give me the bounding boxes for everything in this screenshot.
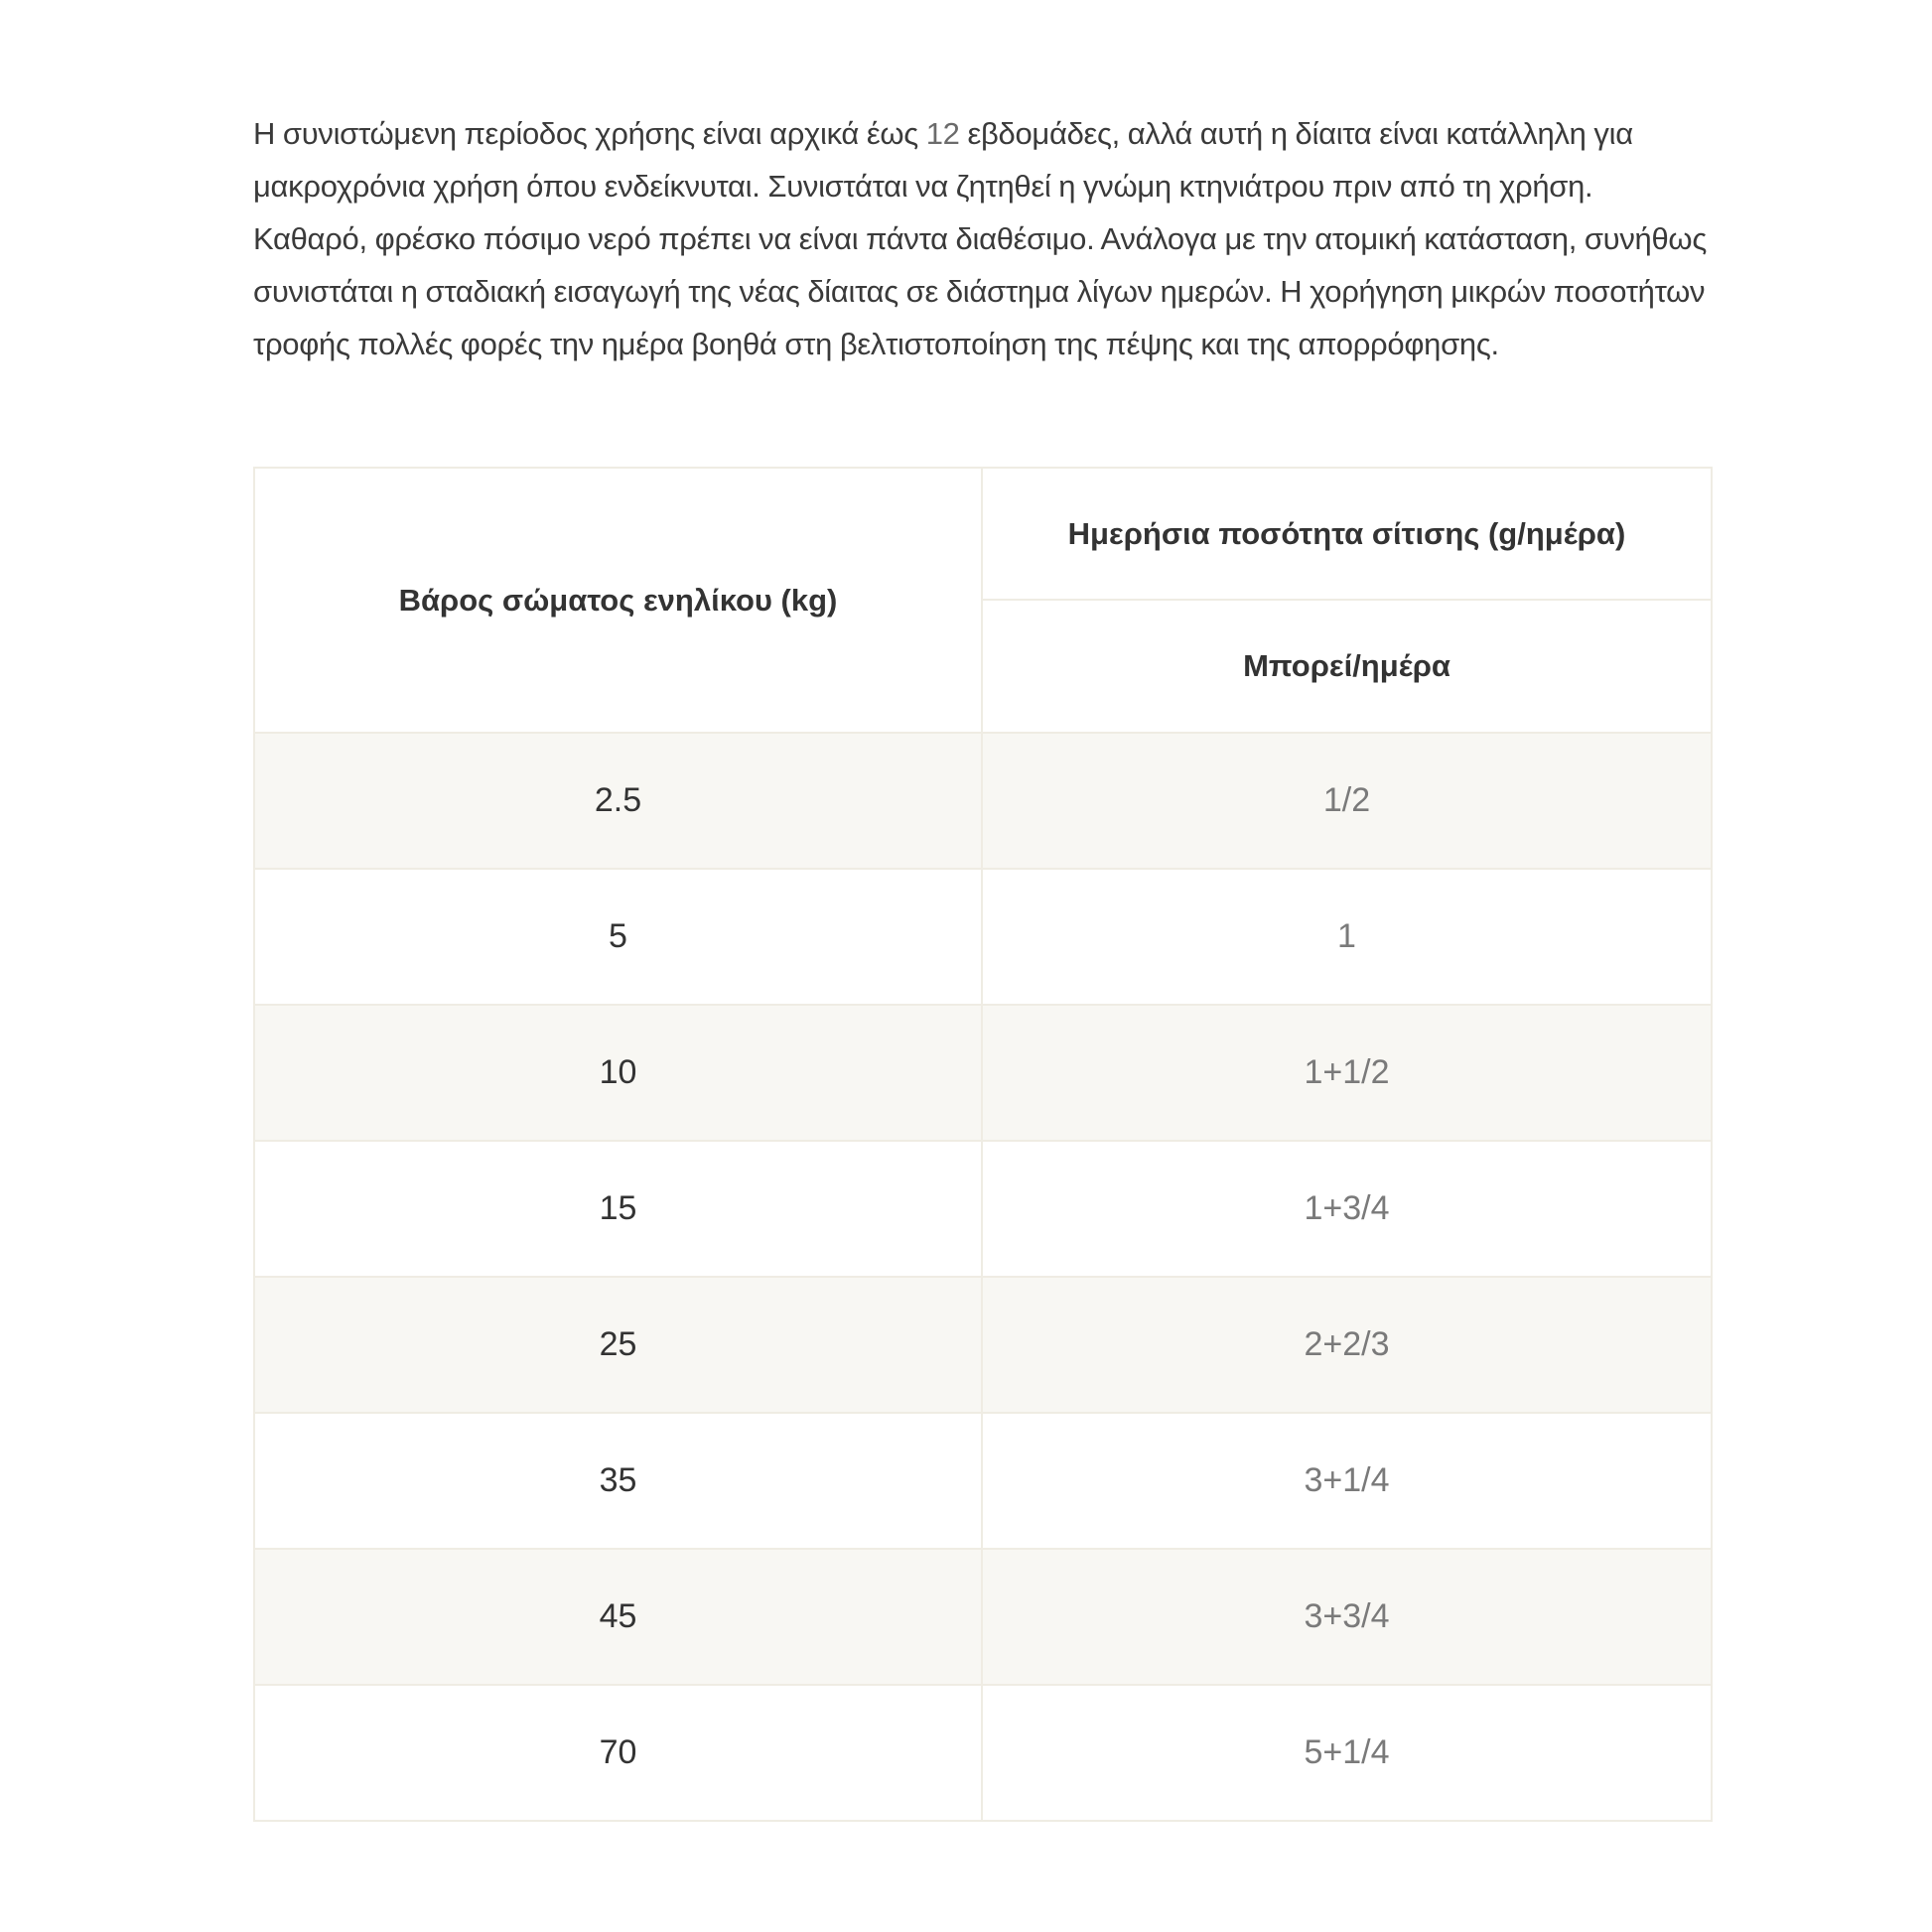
weight-cell: 10 (254, 1005, 982, 1141)
weight-cell: 5 (254, 869, 982, 1005)
table-row (254, 1685, 1712, 1821)
table-row (254, 869, 1712, 1005)
weight-cell: 2.5 (254, 733, 982, 869)
table-row (254, 1141, 1712, 1277)
amount-cell: 3+1/4 (982, 1413, 1712, 1549)
intro-text-rest: εβδομάδες, αλλά αυτή η δίαιτα είναι κατάλληλη για μακροχρόνια χρήση όπου ενδείκνυται. Συνιστάται να ζητηθεί η γνώμη κτηνιάτρου πριν από τη χρήση. Καθαρό, φρέσκο πόσιμο νερό πρέπει να είναι πάντα διαθέσιμο. Ανάλογα με την ατομική κατάσταση, συνήθως συνιστάται η σταδιακή εισαγωγή της νέας δίαιτας σε διάστημα λίγων ημερών. Η χορήγηση μικρών ποσοτήτων τροφής πολλές φορές την ημέρα βοηθά στη βελτιστοποίηση της πέψης και της απορρόφησης. (253, 116, 1707, 361)
weight-cell: 15 (254, 1141, 982, 1277)
feeding-table-body (254, 733, 1712, 1821)
weight-cell: 45 (254, 1549, 982, 1685)
weight-cell: 25 (254, 1277, 982, 1413)
feeding-table-header (254, 468, 1712, 733)
intro-paragraph (253, 107, 1711, 370)
intro-weeks-number: 12 (925, 116, 960, 151)
table-row (254, 1549, 1712, 1685)
feeding-guide (253, 107, 1711, 1771)
amount-cell: 1+1/2 (982, 1005, 1712, 1141)
header-unit: Μπορεί/ημέρα (982, 600, 1712, 733)
amount-cell: 1 (982, 869, 1712, 1005)
intro-text-start: Η συνιστώμενη περίοδος χρήσης είναι αρχικά έως (253, 116, 926, 151)
table-row (254, 1413, 1712, 1549)
amount-cell: 2+2/3 (982, 1277, 1712, 1413)
header-weight: Βάρος σώματος ενηλίκου (kg) (254, 468, 982, 733)
table-row (254, 733, 1712, 869)
weight-cell: 35 (254, 1413, 982, 1549)
feeding-table (253, 467, 1713, 1822)
table-row (254, 1005, 1712, 1141)
weight-cell: 70 (254, 1685, 982, 1821)
amount-cell: 3+3/4 (982, 1549, 1712, 1685)
header-row (254, 468, 1712, 600)
header-daily-amount: Ημερήσια ποσότητα σίτισης (g/ημέρα) (982, 468, 1712, 600)
amount-cell: 1+3/4 (982, 1141, 1712, 1277)
amount-cell: 5+1/4 (982, 1685, 1712, 1821)
amount-cell: 1/2 (982, 733, 1712, 869)
table-row (254, 1277, 1712, 1413)
